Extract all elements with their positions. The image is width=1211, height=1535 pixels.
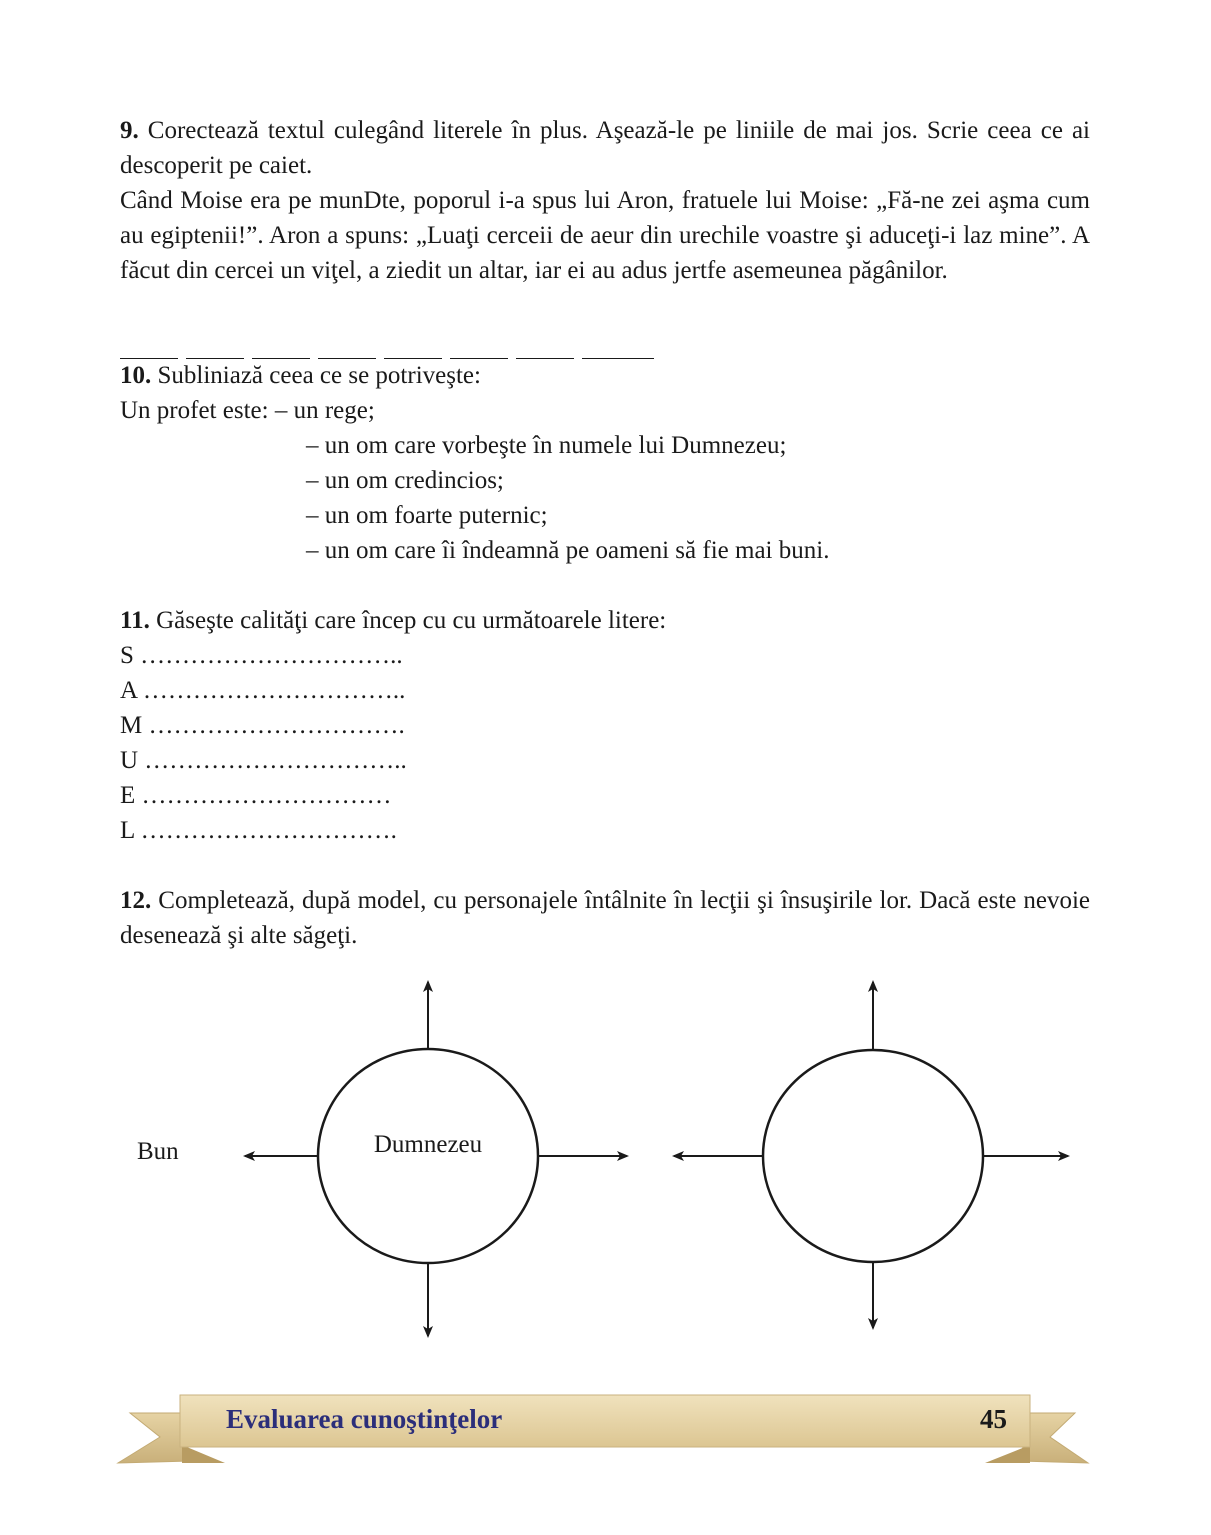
exercise-12-instruction [120,883,1090,953]
blank-line[interactable] [120,340,178,359]
exercise-10-number: 10. [120,362,152,389]
blank-line[interactable] [318,340,376,359]
exercise-10 [120,358,1090,568]
blank-line[interactable] [252,340,310,359]
blank-circle[interactable] [763,1050,983,1262]
quality-row-m[interactable]: M …………………………. [120,712,405,739]
exercise-11-number: 11. [120,607,150,634]
quality-row-s[interactable]: S ………………………….. [120,642,403,669]
exercise-9-number: 9. [120,117,139,144]
exercise-11-instruction-text: Găseşte calităţi care încep cu cu următoarele litere: [156,607,667,634]
exercise-9-instruction-text: Corectează textul culegând literele în plus. Aşează-le pe liniile de mai jos. Scrie ceea ce ai descoperit pe caiet. [120,117,1091,179]
quality-row-a[interactable]: A ………………………….. [120,677,406,704]
exercise-12-instruction-text: Completează, după model, cu personajele întâlnite în lecţii şi însuşirile lor. Dacă este nevoie desenează şi alte săgeţi. [120,887,1090,949]
quality-row-u[interactable]: U ………………………….. [120,747,407,774]
model-center-label: Dumnezeu [373,1131,483,1158]
exercise-10-option-row [120,393,1090,428]
blank-diagram [674,982,1068,1328]
exercise-10-option[interactable]: – un om care vorbeşte în numele lui Dumnezeu; [306,432,787,459]
exercise-10-option[interactable]: – un rege; [274,397,375,424]
exercise-10-lead: Un profet este: [120,397,269,424]
ribbon-left-tail [118,1413,190,1463]
exercise-9-instruction [120,113,1090,183]
page-number: 45 [980,1404,1007,1434]
arrow-diagrams [0,960,1211,1360]
exercise-11 [120,603,1090,848]
blank-line[interactable] [582,340,654,359]
footer-section-title: Evaluarea cunoştinţelor [226,1404,503,1434]
footer-ribbon [0,1385,1211,1495]
exercise-11-instruction [120,603,1090,638]
exercise-10-option[interactable]: – un om credincios; [306,467,504,494]
ribbon-left-fold [182,1445,225,1463]
quality-row-l[interactable]: L …………………………. [120,817,397,844]
blank-line[interactable] [516,340,574,359]
model-diagram [245,982,627,1336]
blank-line[interactable] [450,340,508,359]
exercise-9-text: Când Moise era pe munDte, poporul i-a spus lui Aron, fratuele lui Moise: „Fă-ne zei aşma cum au egiptenii!”. Aron a spuns: „Luaţi cerceii de aeur din urechile voastre şi aduceţi-i laz mine”. A făcut din cercei un viţel, a ziedit un altar, iar ei au adus jertfe asemeunea păgânilor. [120,187,1090,284]
exercise-10-option[interactable]: – un om care îi îndeamnă pe oameni să fie mai buni. [306,537,830,564]
exercise-12-number: 12. [120,887,152,914]
quality-row-e[interactable]: E ………………………… [120,782,392,809]
exercise-10-instruction [120,358,1090,393]
blank-line[interactable] [186,340,244,359]
exercise-10-option[interactable]: – un om foarte puternic; [306,502,548,529]
exercise-10-instruction-text: Subliniază ceea ce se potriveşte: [157,362,481,389]
blank-line[interactable] [384,340,442,359]
model-trait-label: Bun [137,1138,179,1165]
